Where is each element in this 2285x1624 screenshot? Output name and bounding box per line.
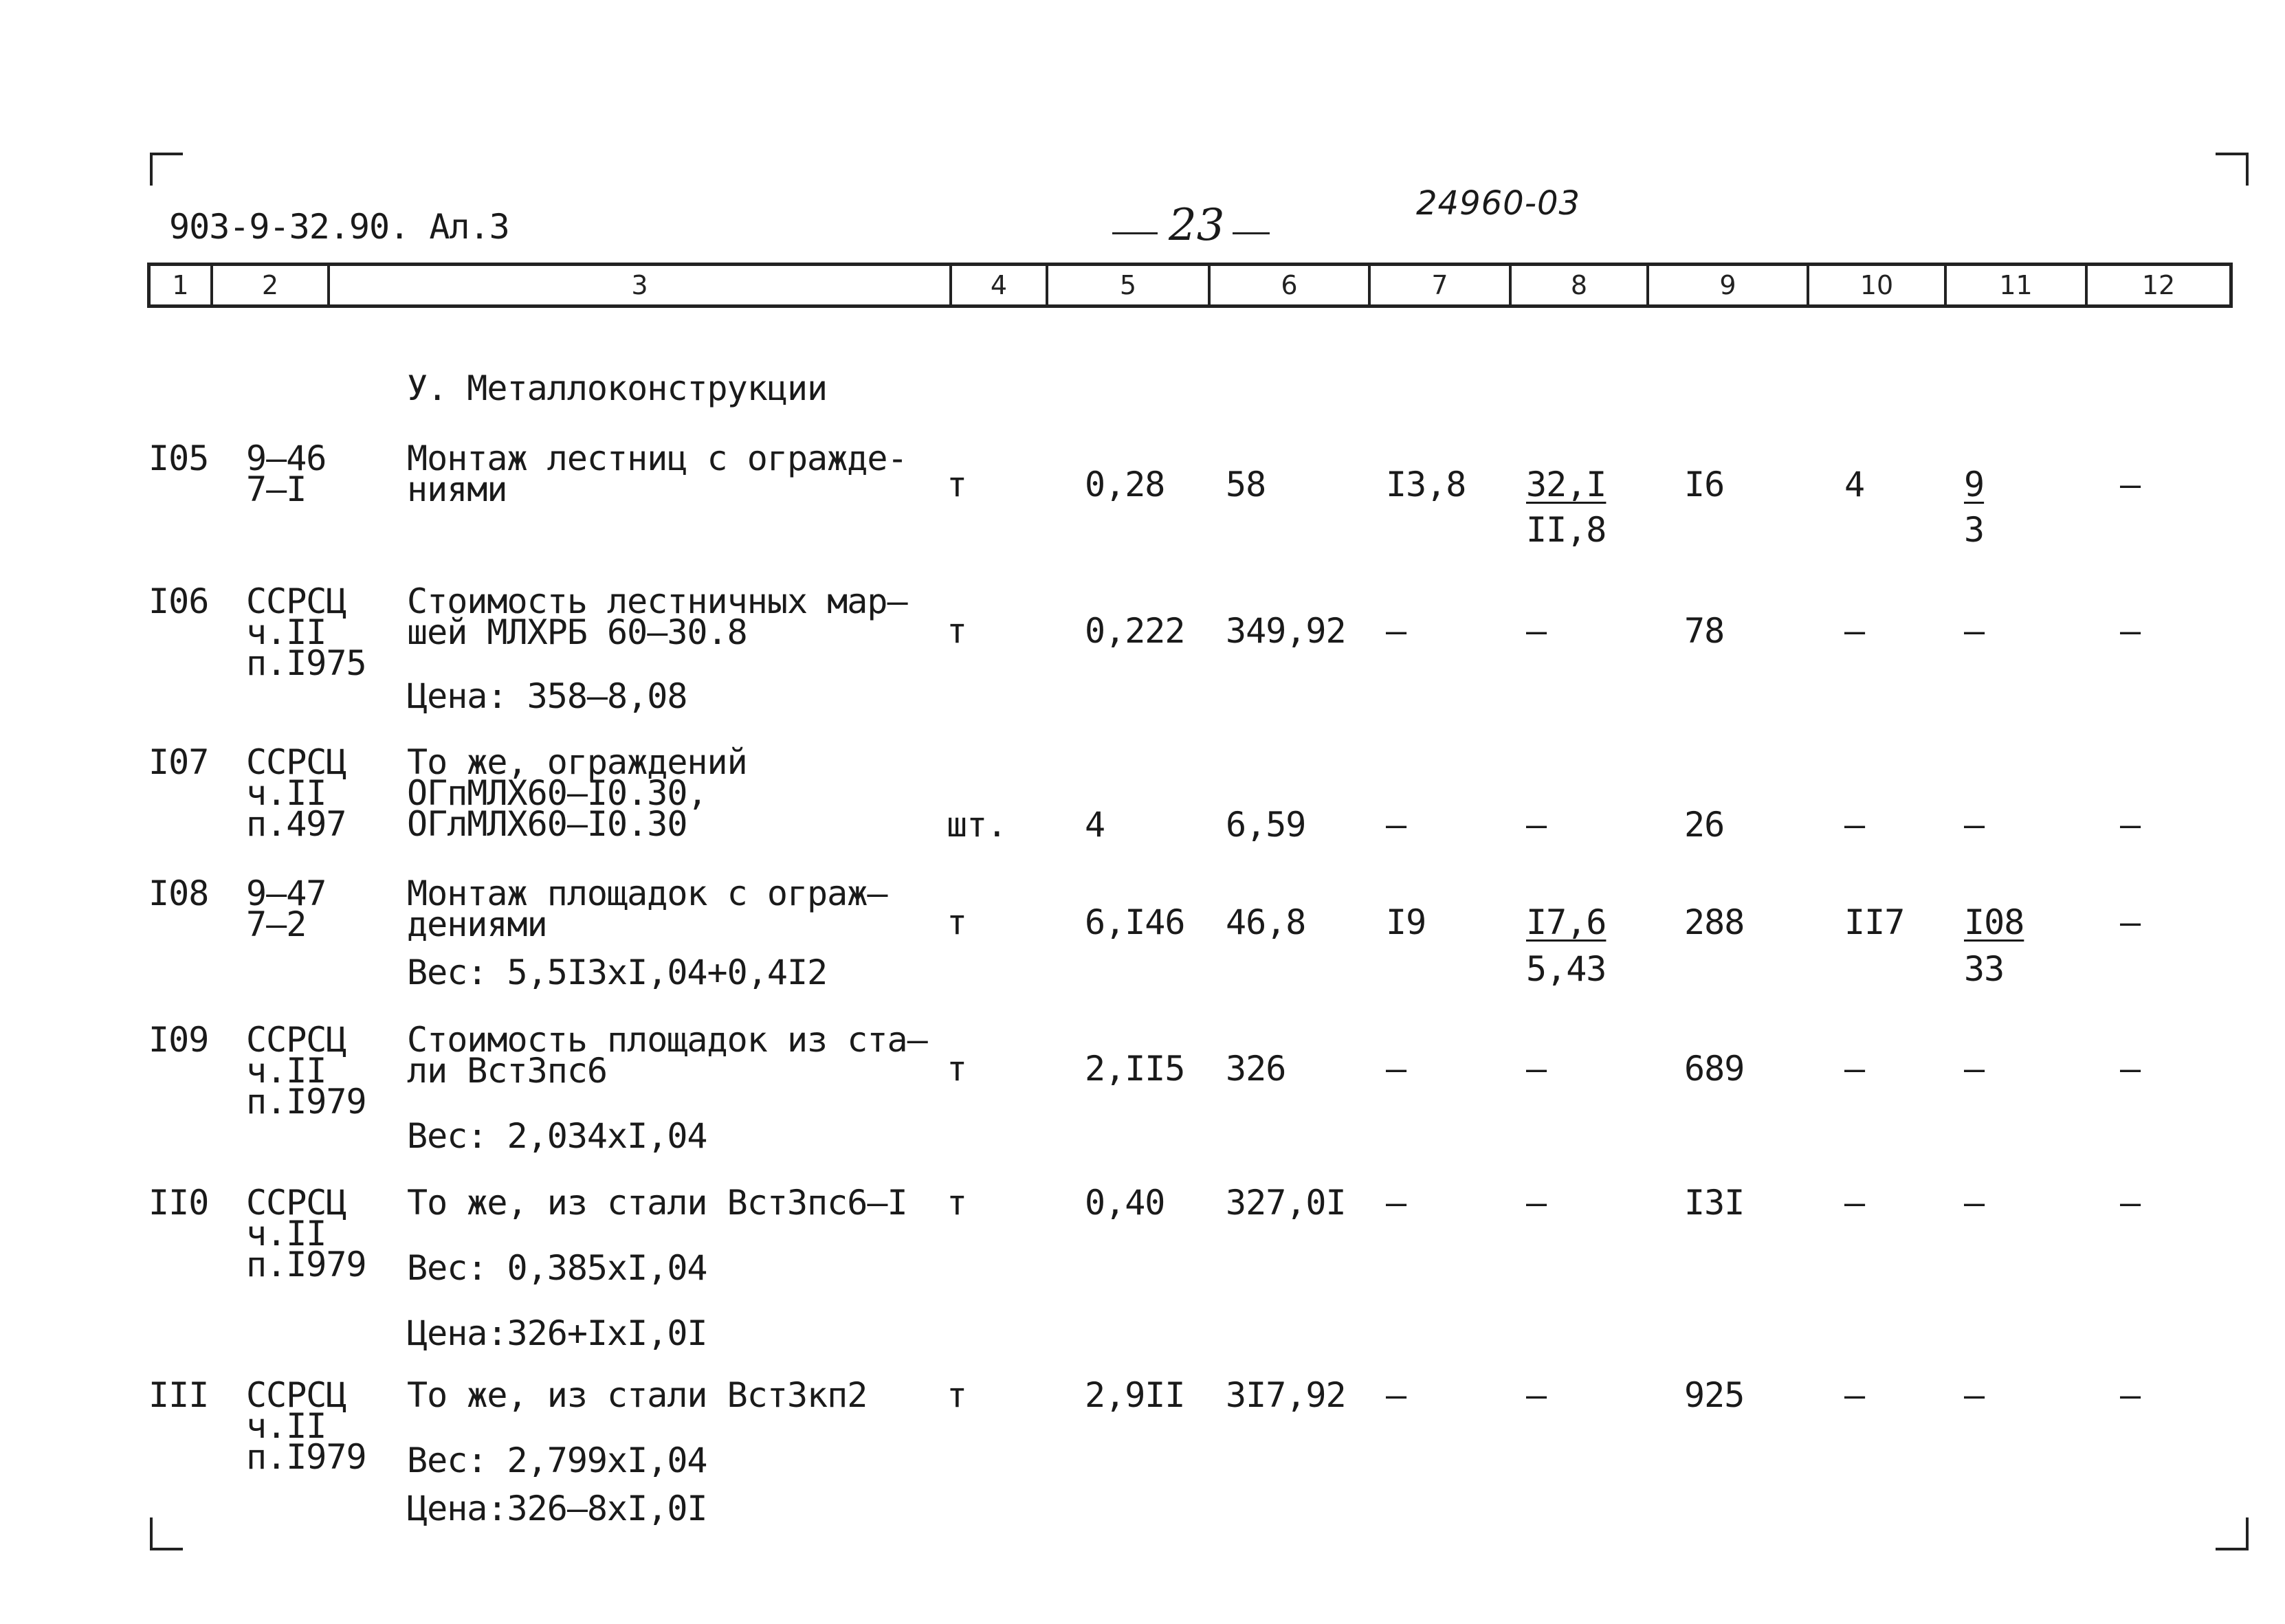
row-quantity: 0,40 bbox=[1085, 1183, 1165, 1223]
row-quantity: 2,9II bbox=[1085, 1375, 1185, 1415]
row-unit: т bbox=[947, 611, 967, 651]
row-description-line: Монтаж лестниц с огражде- bbox=[407, 438, 907, 478]
column-header: 5 bbox=[1048, 266, 1211, 304]
archive-stamp: 24960-03 bbox=[1416, 184, 1581, 223]
row-quantity: 6,I46 bbox=[1085, 902, 1185, 942]
row-note: Цена: 358–8,08 bbox=[407, 676, 687, 716]
row-unit: т bbox=[947, 902, 967, 942]
row-col10: – bbox=[1844, 1375, 1865, 1415]
page-number: 23 bbox=[1169, 200, 1225, 251]
row-col10: – bbox=[1844, 1049, 1865, 1089]
row-code-line: ССРСЦ bbox=[246, 1183, 346, 1223]
row-col8-top: I7,6 bbox=[1526, 902, 1607, 942]
row-unit-price: 6,59 bbox=[1226, 805, 1306, 845]
row-code-line: 7–I bbox=[246, 469, 307, 509]
row-note: Цена:326+IxI,0I bbox=[407, 1313, 707, 1353]
row-col11-top: I08 bbox=[1964, 902, 2024, 942]
page-number-dash-left bbox=[1112, 232, 1158, 234]
document-code: 903-9-32.90. Ал.3 bbox=[169, 207, 509, 247]
row-unit-price: 327,0I bbox=[1226, 1183, 1346, 1223]
row-code-line: ч.II bbox=[246, 1214, 327, 1254]
row-col7: I9 bbox=[1386, 902, 1426, 942]
row-quantity: 0,222 bbox=[1085, 611, 1185, 651]
row-unit: т bbox=[947, 465, 967, 504]
row-number: I09 bbox=[148, 1020, 209, 1060]
row-unit: т bbox=[947, 1183, 967, 1223]
row-col11-top: 9 bbox=[1964, 465, 1985, 504]
row-description-line: То же, ограждений bbox=[407, 742, 747, 782]
row-col12: – bbox=[2120, 611, 2141, 651]
row-col11-bottom: 33 bbox=[1964, 949, 2005, 989]
column-header: 3 bbox=[330, 266, 952, 304]
column-header-strip bbox=[147, 263, 2233, 308]
row-description-line: Монтаж площадок с ограж– bbox=[407, 874, 887, 913]
row-col11-top: – bbox=[1964, 805, 1985, 845]
row-col10: – bbox=[1844, 1183, 1865, 1223]
column-header: 6 bbox=[1211, 266, 1371, 304]
row-code-line: ч.II bbox=[246, 612, 327, 652]
row-col9: 288 bbox=[1684, 902, 1745, 942]
column-header: 1 bbox=[151, 266, 213, 304]
row-col7: – bbox=[1386, 1375, 1406, 1415]
row-code-line: ч.II bbox=[246, 1051, 327, 1091]
row-unit: т bbox=[947, 1049, 967, 1089]
row-col9: 26 bbox=[1684, 805, 1725, 845]
row-code-line: п.497 bbox=[246, 804, 346, 844]
column-header: 9 bbox=[1649, 266, 1809, 304]
row-code-line: ССРСЦ bbox=[246, 1020, 346, 1060]
row-col11-top: – bbox=[1964, 1049, 1985, 1089]
row-description-line: ли ВстЗпс6 bbox=[407, 1051, 608, 1091]
row-description-line: То же, из стали ВстЗпс6–I bbox=[407, 1183, 907, 1223]
row-description-line: ОГпМЛХ60–I0.30, bbox=[407, 773, 707, 813]
row-code-line: ССРСЦ bbox=[246, 742, 346, 782]
row-col7: – bbox=[1386, 611, 1406, 651]
row-col8-top: 32,I bbox=[1526, 465, 1607, 504]
row-col12: – bbox=[2120, 1183, 2141, 1223]
row-unit-price: 3I7,92 bbox=[1226, 1375, 1346, 1415]
row-col9: I3I bbox=[1684, 1183, 1745, 1223]
row-col11-top: – bbox=[1964, 1183, 1985, 1223]
row-code-line: п.I975 bbox=[246, 643, 366, 683]
row-description-line: Стоимость площадок из ста– bbox=[407, 1020, 927, 1060]
row-col9: 689 bbox=[1684, 1049, 1745, 1089]
row-description-line: ОГлМЛХ60–I0.30 bbox=[407, 804, 687, 844]
row-col9: 78 bbox=[1684, 611, 1725, 651]
column-header: 12 bbox=[2141, 270, 2176, 300]
row-col8-top: – bbox=[1526, 1375, 1547, 1415]
row-col8-bottom: II,8 bbox=[1526, 510, 1607, 550]
row-note: Вес: 2,799xI,04 bbox=[407, 1441, 707, 1480]
row-col7: – bbox=[1386, 1183, 1406, 1223]
page-number-dash-right bbox=[1233, 232, 1270, 234]
row-description-line: То же, из стали ВстЗкп2 bbox=[407, 1375, 868, 1415]
row-col11-bottom: 3 bbox=[1964, 510, 1985, 550]
row-col11-top: – bbox=[1964, 611, 1985, 651]
corner-mark-bottom-right bbox=[2216, 1517, 2249, 1550]
row-note: Вес: 2,034xI,04 bbox=[407, 1116, 707, 1156]
row-col8-top: – bbox=[1526, 1183, 1547, 1223]
row-col7: I3,8 bbox=[1386, 465, 1466, 504]
row-col11-top: – bbox=[1964, 1375, 1985, 1415]
row-note: Цена:326–8xI,0I bbox=[407, 1489, 707, 1528]
row-description-line: ниями bbox=[407, 469, 507, 509]
corner-mark-bottom-left bbox=[150, 1517, 183, 1550]
row-code-line: ч.II bbox=[246, 1406, 327, 1446]
row-col7: – bbox=[1386, 805, 1406, 845]
row-col9: 925 bbox=[1684, 1375, 1745, 1415]
row-number: I05 bbox=[148, 438, 209, 478]
row-col8-top: – bbox=[1526, 1049, 1547, 1089]
row-col9: I6 bbox=[1684, 465, 1725, 504]
row-quantity: 2,II5 bbox=[1085, 1049, 1185, 1089]
row-unit: шт. bbox=[947, 805, 1007, 845]
row-col10: 4 bbox=[1844, 465, 1865, 504]
column-header: 7 bbox=[1371, 266, 1512, 304]
row-unit-price: 46,8 bbox=[1226, 902, 1306, 942]
row-quantity: 4 bbox=[1085, 805, 1105, 845]
column-header: 11 bbox=[1947, 266, 2088, 304]
row-code-line: 7–2 bbox=[246, 904, 307, 944]
row-unit-price: 58 bbox=[1226, 465, 1266, 504]
row-col12: – bbox=[2120, 902, 2141, 942]
row-code-line: п.I979 bbox=[246, 1437, 366, 1477]
row-description-line: Стоимость лестничных мар– bbox=[407, 581, 907, 621]
row-description-line: шей МЛХРБ 60–30.8 bbox=[407, 612, 747, 652]
row-col10: II7 bbox=[1844, 902, 1905, 942]
row-number: I06 bbox=[148, 581, 209, 621]
row-col8-top: – bbox=[1526, 611, 1547, 651]
row-col7: – bbox=[1386, 1049, 1406, 1089]
column-header: 10 bbox=[1809, 266, 1947, 304]
corner-mark-top-left bbox=[150, 153, 183, 186]
row-code-line: 9–46 bbox=[246, 438, 327, 478]
row-note: Вес: 0,385xI,04 bbox=[407, 1248, 707, 1288]
row-col10: – bbox=[1844, 805, 1865, 845]
row-col10: – bbox=[1844, 611, 1865, 651]
row-unit: т bbox=[947, 1375, 967, 1415]
row-col12: – bbox=[2120, 1049, 2141, 1089]
column-header: 4 bbox=[952, 266, 1048, 304]
row-quantity: 0,28 bbox=[1085, 465, 1165, 504]
section-title: У. Металлоконструкции bbox=[407, 368, 828, 408]
row-code-line: ССРСЦ bbox=[246, 1375, 346, 1415]
row-col12: – bbox=[2120, 1375, 2141, 1415]
row-number: I07 bbox=[148, 742, 209, 782]
row-description-line: дениями bbox=[407, 904, 547, 944]
row-number: I08 bbox=[148, 874, 209, 913]
row-col12: – bbox=[2120, 805, 2141, 845]
row-note: Вес: 5,5I3xI,04+0,4I2 bbox=[407, 953, 828, 992]
row-col12: – bbox=[2120, 465, 2141, 504]
corner-mark-top-right bbox=[2216, 153, 2249, 186]
row-number: III bbox=[148, 1375, 209, 1415]
column-header: 2 bbox=[213, 266, 330, 304]
row-code-line: п.I979 bbox=[246, 1245, 366, 1284]
row-col8-top: – bbox=[1526, 805, 1547, 845]
row-code-line: ч.II bbox=[246, 773, 327, 813]
row-unit-price: 349,92 bbox=[1226, 611, 1346, 651]
row-number: II0 bbox=[148, 1183, 209, 1223]
row-code-line: ССРСЦ bbox=[246, 581, 346, 621]
column-header: 8 bbox=[1512, 266, 1649, 304]
row-unit-price: 326 bbox=[1226, 1049, 1286, 1089]
row-col8-bottom: 5,43 bbox=[1526, 949, 1607, 989]
row-code-line: п.I979 bbox=[246, 1082, 366, 1122]
row-code-line: 9–47 bbox=[246, 874, 327, 913]
